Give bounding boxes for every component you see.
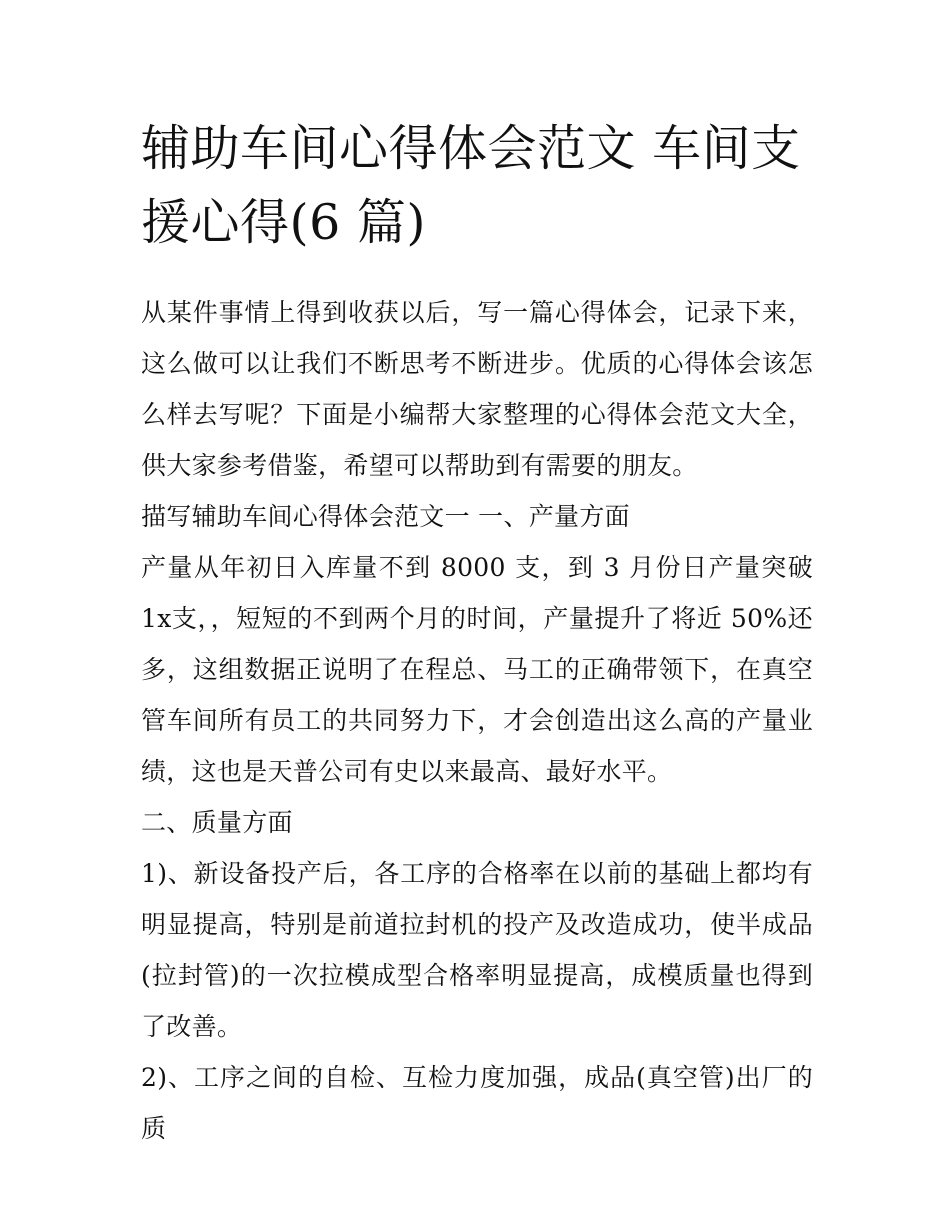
- intro-paragraph: 从某件事情上得到收获以后，写一篇心得体会，记录下来，这么做可以让我们不断思考不断进步。优质的心得体会该怎么样去写呢？下面是小编帮大家整理的心得体会范文大全，供大家参考借鉴，希望可以帮助到有需要的朋友。: [141, 298, 813, 480]
- title-line-1: 辅助车间心得体会范文 车间支: [141, 120, 801, 177]
- document-title: [141, 112, 813, 260]
- title-line-2: 援心得(6 篇): [141, 194, 426, 251]
- section-heading-output: 描写辅助车间心得体会范文一 一、产量方面: [141, 502, 630, 531]
- section-heading-quality: 二、质量方面: [141, 808, 293, 837]
- document-page: [141, 112, 813, 1154]
- output-paragraph: 产量从年初日入库量不到 8000 支，到 3 月份日产量突破 1x支，，短短的不到两个月的时间，产量提升了将近 50%还多，这组数据正说明了在程总、马工的正确带领下，在真空管车间所有员工的共同努力下，才会创造出这么高的产量业绩，这也是天普公司有史以来最高、最好水平。: [141, 553, 813, 786]
- quality-item-1: 1)、新设备投产后，各工序的合格率在以前的基础上都均有明显提高，特别是前道拉封机的投产及改造成功，使半成品(拉封管)的一次拉模成型合格率明显提高，成模质量也得到了改善。: [141, 859, 813, 1041]
- document-body: [141, 287, 813, 1154]
- quality-item-2: 2)、工序之间的自检、互检力度加强，成品(真空管)出厂的质: [141, 1063, 813, 1143]
